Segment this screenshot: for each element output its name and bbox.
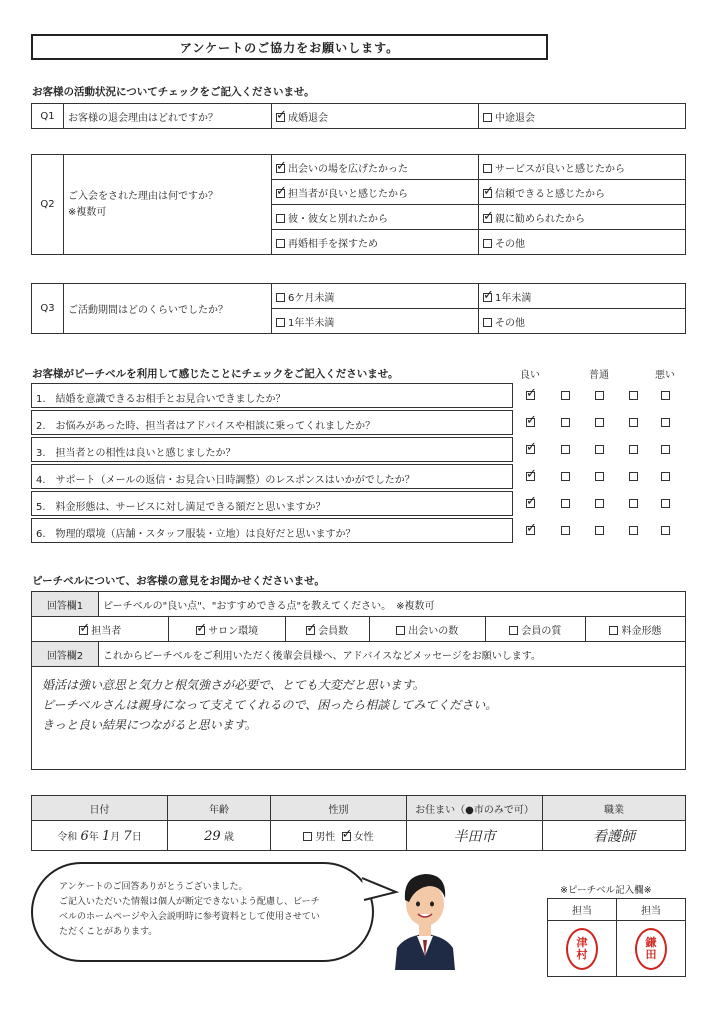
- eval-checkbox-icon[interactable]: [629, 445, 638, 454]
- answer1-label: 回答欄1: [32, 592, 99, 617]
- staff-col-2: 担当: [617, 899, 686, 921]
- answer1-prompt: ピーチベルの"良い点"、"おすすめできる点"を教えてください。 ※複数可: [99, 592, 686, 617]
- thanks-line-4: ただくことがあります。: [59, 927, 158, 937]
- answer1-option-2[interactable]: ✓ サロン環境: [169, 617, 285, 642]
- checkbox-checked-icon[interactable]: [276, 189, 285, 198]
- q3-question: ご活動期間はどのくらいでしたか？: [64, 284, 272, 334]
- answer2-message-area[interactable]: [32, 667, 686, 770]
- answer1-option-6[interactable]: 料金形態: [585, 617, 685, 642]
- answer1-option-5[interactable]: 会員の質: [485, 617, 585, 642]
- checkbox-icon[interactable]: [483, 113, 492, 122]
- thanks-line-3: ベルのホームページや入会説明時に参考資料として使用させてい: [59, 912, 320, 922]
- page-title: アンケートのご協力をお願いします。: [31, 34, 548, 60]
- eval-checkbox-icon[interactable]: [629, 391, 638, 400]
- eval-checkbox-icon[interactable]: [661, 391, 670, 400]
- evaluation-checkbox-grid: [520, 383, 690, 545]
- checkbox-icon[interactable]: [483, 164, 492, 173]
- q1-question: お客様の退会理由はどれですか？: [64, 104, 272, 129]
- evaluation-row-2: 2. お悩みがあった時、担当者はアドバイスや相談に乗ってくれましたか？: [31, 410, 513, 435]
- q1-option-1[interactable]: ✓ 成婚退会: [272, 104, 479, 129]
- evaluation-row-4: 4. サポート（メールの返信・お見合い日時調整）のレスポンスはいかがでしたか？: [31, 464, 513, 489]
- eval-checkbox-icon[interactable]: [561, 391, 570, 400]
- eval-checkbox-icon[interactable]: [661, 499, 670, 508]
- section2-heading: お客様がピーチベルを利用して感じたことにチェックをご記入くださいませ。: [32, 368, 399, 380]
- checkbox-icon[interactable]: [483, 318, 492, 327]
- eval-checkbox-checked-icon[interactable]: [526, 499, 535, 508]
- section3-heading: ピーチベルについて、お客様の意見をお聞かせくださいませ。: [32, 575, 325, 587]
- q2-option-5[interactable]: 彼・彼女と別れたから: [272, 205, 479, 230]
- q3-option-1[interactable]: 6ケ月未満: [272, 284, 479, 309]
- q1-table: [31, 103, 686, 129]
- job-header: 職業: [543, 796, 686, 821]
- checkbox-icon[interactable]: [303, 832, 312, 841]
- checkbox-icon[interactable]: [509, 626, 518, 635]
- eval-checkbox-icon[interactable]: [561, 499, 570, 508]
- checkbox-icon[interactable]: [276, 214, 285, 223]
- eval-checkbox-icon[interactable]: [595, 499, 604, 508]
- evaluation-row-3: 3. 担当者との相性は良いと感じましたか？: [31, 437, 513, 462]
- eval-checkbox-icon[interactable]: [629, 472, 638, 481]
- eval-checkbox-icon[interactable]: [629, 526, 638, 535]
- scale-normal: 普通: [589, 370, 609, 381]
- q2-option-3[interactable]: ✓担当者が良いと感じたから: [272, 180, 479, 205]
- q3-table: [31, 283, 686, 334]
- thanks-bubble: [31, 862, 374, 962]
- eval-checkbox-icon[interactable]: [629, 418, 638, 427]
- answer2-line-2: ピーチベルさんは親身になって支えてくれるので、困ったら相談してみてください。: [42, 698, 498, 712]
- eval-checkbox-checked-icon[interactable]: [526, 472, 535, 481]
- q2-option-6[interactable]: ✓ 親に勧められたから: [479, 205, 686, 230]
- answer2-line-1: 婚活は強い意思と気力と根気強さが必要で、とても大変だと思います。: [42, 678, 425, 692]
- answer-table: [31, 591, 686, 770]
- q3-option-2[interactable]: ✓ 1年未満: [479, 284, 686, 309]
- q2-option-7[interactable]: 再婚相手を探すため: [272, 230, 479, 255]
- q2-option-1[interactable]: ✓出会いの場を広げたかった: [272, 155, 479, 180]
- checkbox-checked-icon[interactable]: [276, 164, 285, 173]
- staff-heading: ※ピーチベル記入欄※: [560, 885, 652, 896]
- eval-checkbox-checked-icon[interactable]: [526, 418, 535, 427]
- q3-option-4[interactable]: その他: [479, 309, 686, 334]
- checkbox-icon[interactable]: [276, 318, 285, 327]
- address-field[interactable]: 半田市: [407, 821, 543, 851]
- checkbox-checked-icon[interactable]: [342, 832, 351, 841]
- q2-option-8[interactable]: その他: [479, 230, 686, 255]
- eval-checkbox-icon[interactable]: [595, 445, 604, 454]
- answer1-option-1[interactable]: ✓担当者: [32, 617, 169, 642]
- evaluation-row-6: 6. 物理的環境（店舗・スタッフ服装・立地）は良好だと思いますか？: [31, 518, 513, 543]
- age-field[interactable]: 29 歳: [168, 821, 271, 851]
- age-header: 年齢: [168, 796, 271, 821]
- job-field[interactable]: 看護師: [543, 821, 686, 851]
- date-header: 日付: [32, 796, 168, 821]
- scale-good: 良い: [520, 370, 540, 381]
- checkbox-checked-icon[interactable]: [483, 189, 492, 198]
- eval-checkbox-icon[interactable]: [661, 526, 670, 535]
- eval-checkbox-checked-icon[interactable]: [526, 526, 535, 535]
- answer2-prompt: これからピーチベルをご利用いただく後輩会員様へ、アドバイスなどメッセージをお願いします。: [99, 642, 686, 667]
- staff-col-1: 担当: [548, 899, 617, 921]
- checkbox-checked-icon[interactable]: [483, 293, 492, 302]
- answer1-option-4[interactable]: 出会いの数: [369, 617, 485, 642]
- staff-illustration-icon: [385, 860, 465, 970]
- checkbox-icon[interactable]: [396, 626, 405, 635]
- q2-number: Q2: [32, 155, 64, 255]
- stamp-kamata: 鎌 田: [635, 928, 667, 970]
- checkbox-icon[interactable]: [276, 239, 285, 248]
- eval-checkbox-icon[interactable]: [595, 418, 604, 427]
- eval-checkbox-icon[interactable]: [561, 472, 570, 481]
- address-header: お住まい（●市のみで可）: [407, 796, 543, 821]
- checkbox-checked-icon[interactable]: [79, 626, 88, 635]
- eval-checkbox-icon[interactable]: [629, 499, 638, 508]
- answer1-option-3[interactable]: ✓ 会員数: [285, 617, 369, 642]
- q3-number: Q3: [32, 284, 64, 334]
- thanks-line-2: ご記入いただいた情報は個人が断定できないよう配慮し、ピーチ: [59, 897, 320, 907]
- q2-option-2[interactable]: サービスが良いと感じたから: [479, 155, 686, 180]
- checkbox-checked-icon[interactable]: [483, 214, 492, 223]
- checkbox-checked-icon[interactable]: [306, 626, 315, 635]
- eval-checkbox-icon[interactable]: [661, 418, 670, 427]
- q1-option-2[interactable]: 中途退会: [479, 104, 686, 129]
- thanks-line-1: アンケートのご回答ありがとうございました。: [59, 882, 248, 892]
- checkbox-icon[interactable]: [276, 293, 285, 302]
- scale-bad: 悪い: [655, 370, 675, 381]
- eval-checkbox-icon[interactable]: [561, 526, 570, 535]
- checkbox-icon[interactable]: [483, 239, 492, 248]
- gender-field[interactable]: 男性 ✓ 女性: [271, 821, 407, 851]
- eval-checkbox-checked-icon[interactable]: [526, 391, 535, 400]
- q2-question: ご入会をされた理由は何ですか？ ※複数可: [64, 155, 272, 255]
- eval-checkbox-icon[interactable]: [561, 445, 570, 454]
- q2-table: [31, 154, 686, 255]
- q2-option-4[interactable]: ✓ 信頼できると感じたから: [479, 180, 686, 205]
- staff-table: [547, 898, 686, 977]
- eval-checkbox-checked-icon[interactable]: [526, 445, 535, 454]
- q3-option-3[interactable]: 1年半未満: [272, 309, 479, 334]
- gender-header: 性別: [271, 796, 407, 821]
- checkbox-icon[interactable]: [609, 626, 618, 635]
- eval-checkbox-icon[interactable]: [661, 445, 670, 454]
- checkbox-checked-icon[interactable]: [276, 113, 285, 122]
- date-field[interactable]: 令和 6年 1月 7日: [32, 821, 168, 851]
- answer2-line-3: きっと良い結果につながると思います。: [42, 718, 257, 732]
- eval-checkbox-icon[interactable]: [595, 526, 604, 535]
- section1-heading: お客様の活動状況についてチェックをご記入くださいませ。: [32, 86, 315, 98]
- eval-checkbox-icon[interactable]: [595, 391, 604, 400]
- checkbox-checked-icon[interactable]: [196, 626, 205, 635]
- q2-note: ※複数可: [68, 206, 107, 218]
- q1-number: Q1: [32, 104, 64, 129]
- evaluation-row-1: 1. 結婚を意識できるお相手とお見合いできましたか？: [31, 383, 513, 408]
- eval-checkbox-icon[interactable]: [561, 418, 570, 427]
- evaluation-row-5: 5. 料金形態は、サービスに対し満足できる額だと思いますか？: [31, 491, 513, 516]
- eval-checkbox-icon[interactable]: [661, 472, 670, 481]
- stamp-tsumura: 津 村: [566, 928, 598, 970]
- profile-table: [31, 795, 686, 851]
- answer2-label: 回答欄2: [32, 642, 99, 667]
- eval-checkbox-icon[interactable]: [595, 472, 604, 481]
